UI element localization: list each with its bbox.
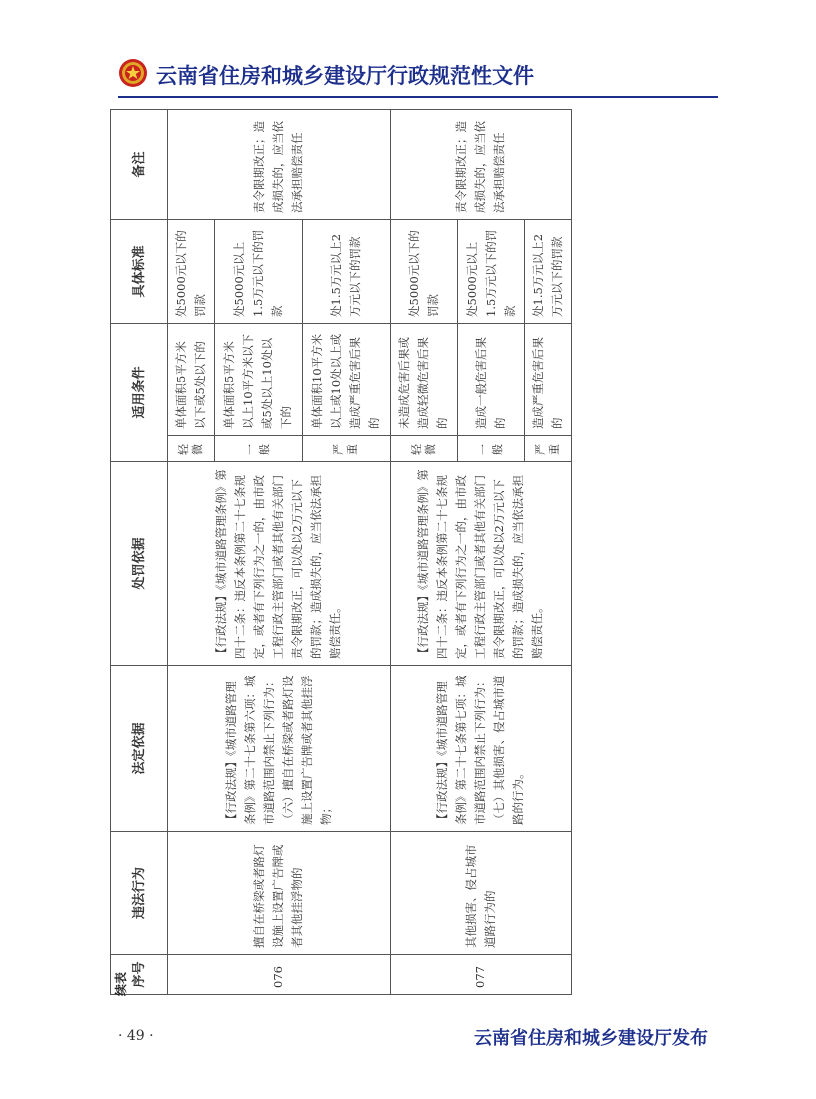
publisher-label: 云南省住房和城乡建设厅发布	[474, 1028, 708, 1049]
row-number: 077	[390, 955, 571, 995]
severity-level: 严重	[302, 436, 390, 462]
penalty-basis: 【行政法规】《城市道路管理条例》第四十二条：违反本条例第二十七条规定，或者有下列行为之一的，由市政工程行政主管部门或者其他有关部门责令限期改正，可以处以2万元以下的罚款；造成损失的，应当依法承担赔偿责任。	[390, 462, 571, 666]
col-header-act: 违法行为	[111, 832, 168, 955]
penalty-basis: 【行政法规】《城市道路管理条例》第四十二条：违反本条例第二十七条规定，或者有下列行为之一的，由市政工程行政主管部门或者其他有关部门责令限期改正，可以处以2万元以下的罚款；造成损失的，应当依法承担赔偿责任。	[168, 462, 391, 666]
severity-level: 一般	[214, 436, 302, 462]
table-row	[390, 109, 457, 994]
national-emblem-icon	[118, 58, 148, 88]
penalty-table-frame	[110, 110, 572, 995]
legal-basis: 【行政法规】《城市道路管理条例》第二十七条第六项：城市道路范围内禁止下列行为：（六）擅自在桥梁或者路灯设施上设置广告牌或者其他挂浮物；	[168, 666, 391, 832]
applicable-condition: 单体面积5平方米以下或5处以下的	[168, 323, 215, 435]
col-header-penalty: 处罚依据	[111, 462, 168, 666]
col-header-condition: 适用条件	[111, 323, 168, 461]
applicable-condition: 造成严重危害后果的	[525, 323, 572, 435]
penalty-standard: 处5000元以下的罚款	[168, 219, 215, 323]
table-header-row	[111, 109, 168, 994]
col-header-remark: 备注	[111, 109, 168, 219]
applicable-condition: 单体面积10平方米以上或10处以上或造成严重危害后果的	[302, 323, 390, 435]
legal-basis: 【行政法规】《城市道路管理条例》第二十七条第七项：城市道路范围内禁止下列行为：（七）其他损害、侵占城市道路的行为。	[390, 666, 571, 832]
col-header-legal: 法定依据	[111, 666, 168, 832]
remark: 责令限期改正；造成损失的，应当依法承担赔偿责任	[390, 109, 571, 219]
severity-level: 一般	[457, 436, 524, 462]
remark: 责令限期改正；造成损失的，应当依法承担赔偿责任	[168, 109, 391, 219]
applicable-condition: 单体面积5平方米以上10平方米以下或5处以上10处以下的	[214, 323, 302, 435]
page-number: · 49 ·	[118, 1028, 154, 1044]
penalty-standard: 处5000元以下的罚款	[390, 219, 457, 323]
severity-level: 严重	[525, 436, 572, 462]
severity-level: 轻微	[390, 436, 457, 462]
header-rule	[118, 96, 718, 98]
penalty-table	[110, 109, 572, 995]
row-number: 076	[168, 955, 391, 995]
penalty-standard: 处1.5万元以上2万元以下的罚款	[302, 219, 390, 323]
document-header	[118, 58, 718, 92]
penalty-standard: 处1.5万元以上2万元以下的罚款	[525, 219, 572, 323]
table-row	[168, 109, 215, 994]
document-title: 云南省住房和城乡建设厅行政规范性文件	[156, 64, 534, 88]
table-caption: 续表	[114, 971, 128, 996]
penalty-table-rotated	[110, 110, 572, 995]
applicable-condition: 未造成危害后果或造成轻微危害后果的	[390, 323, 457, 435]
penalty-standard: 处5000元以上1.5万元以下的罚款	[214, 219, 302, 323]
penalty-standard: 处5000元以上1.5万元以下的罚款	[457, 219, 524, 323]
violation-act: 擅自在桥梁或者路灯设施上设置广告牌或者其他挂浮物的	[168, 832, 391, 955]
severity-level: 轻微	[168, 436, 215, 462]
col-header-standard: 具体标准	[111, 219, 168, 323]
col-header-no: 序号	[111, 955, 168, 995]
applicable-condition: 造成一般危害后果的	[457, 323, 524, 435]
violation-act: 其他损害、侵占城市道路行为的	[390, 832, 571, 955]
